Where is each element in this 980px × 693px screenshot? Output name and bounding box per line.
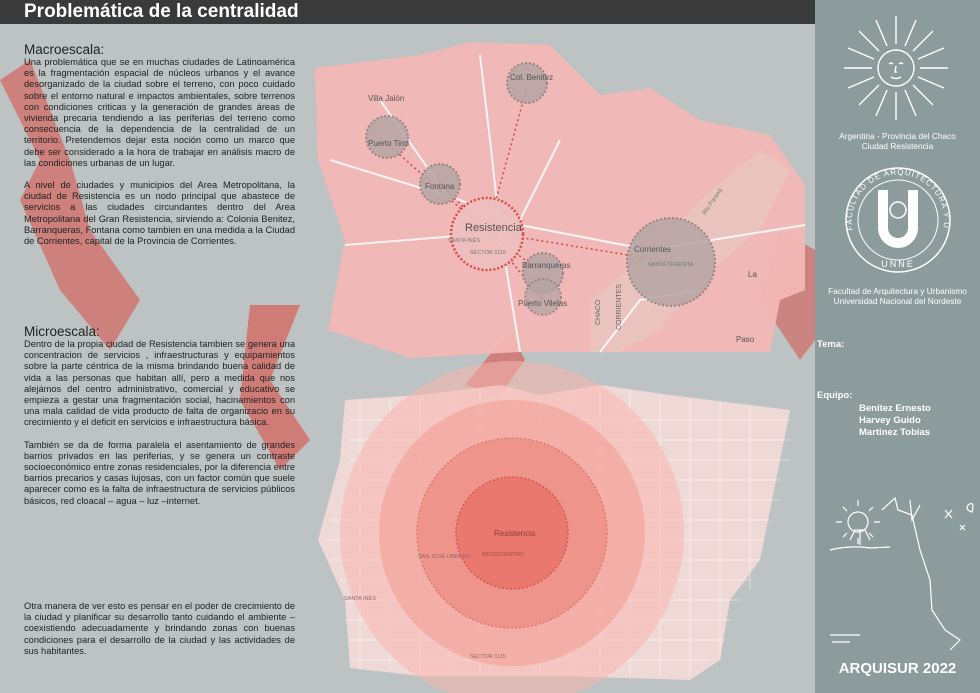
label-resistencia: Resistencia <box>465 222 522 234</box>
label-city-sector-1115: SECTOR 1115 <box>470 654 506 660</box>
label-corrientes: Corrientes <box>634 245 671 254</box>
label-barranqueras: Barranqueras <box>522 261 571 270</box>
faculty-logo-icon <box>838 160 958 280</box>
label-fontana: Fontana <box>425 182 455 191</box>
sidebar <box>815 0 980 693</box>
label-villa-jalon: Villa Jalón <box>368 94 405 103</box>
location-line-1: Argentina - Provincia del Chaco <box>839 131 956 141</box>
label-corrientes-prov: CORRIENTES <box>616 284 623 330</box>
micro-paragraph-2: También se da de forma paralela el asentamiento de grandes barrios privados en las periferias, y se genera un contraste socioeconómico entre zonas residenciales, por la diferencia entre barrios precarios y casas lujosas, con un factor común que suele aparecer como es la falta de infraestructura de servicios públicos básicos, red cloacal – agua – luz –internet. <box>24 439 295 506</box>
team-member: Harvey Guido <box>859 415 921 426</box>
label-la: La <box>748 270 757 279</box>
logo-bottom-text: UNNE <box>881 259 915 269</box>
team-member: Martinez Tobias <box>859 427 931 438</box>
label-puerto-vilelas: Puerto Vilelas <box>518 299 568 308</box>
label-puerto-tirol: Puerto Tirol <box>368 139 409 148</box>
micro-paragraph-3: Otra manera de ver esto es pensar en el poder de crecimiento de la ciudad y planificar su desarrollo tanto cuidando el ambiente – coexistiendo adecuadamente y brindando zonas con buenas condiciones para el desarrollo de la ciudad y las actividades de sus habitantes. <box>24 601 295 656</box>
label-rio-parana: Río Paraná <box>701 187 725 217</box>
faculty-line-2: Universidad Nacional del Nordeste <box>833 296 962 306</box>
label-san-jose-obrero: SAN JOSÉ OBRERO <box>418 554 471 560</box>
location-line-2: Ciudad Resistencia <box>861 141 934 151</box>
label-chaco: CHACO <box>595 299 602 325</box>
macro-paragraph-2: A nivel de ciudades y municipios del Area Metropolitana, la ciudad de Resistencia es un nodo principal que abastece de servicios a las ciudades circundantes dentro del Area Metropolitana del Gran Resistencia, sirviendo a: Colonia Benitez, Barranqueras, Fontana como tambien en una medida a la Ciudad de Corrientes, capital de la Provincia de Corrientes. <box>24 180 295 247</box>
footer-title: ARQUISUR 2022 <box>838 660 957 677</box>
label-paso: Paso <box>736 335 755 344</box>
label-col-benitez: Col. Benitez <box>510 73 554 82</box>
sun-emblem-icon <box>840 12 952 124</box>
logo-ring-text: FACULTAD DE ARQUITECTURA Y URBANISMO <box>844 167 952 232</box>
macro-paragraph-1: Una problemática que se en muchas ciudades de Latinoamérica es la fragmentación espacial de núcleos urbanos y el avance desorganizado de la ciudad sobre el terreno, con poco cuidado sobre el entorno natural e impactos ambientales, sobre terrenos con condiciones criticas y la generación de grandes áreas de vivienda precaria tendiendo a las periferias del terreno como consecuencia de la dependencia de la centralidad de un territorio. Pretendemos dejar esta noción como un marco que debe ser considerado a la hora de trabajar en análisis macro de las condiciones urbanas de un lugar. <box>24 57 295 168</box>
faculty-line-1: Facultad de Arquitectura y Urbanismo <box>828 286 967 296</box>
macro-heading: Macroescala: <box>24 42 105 57</box>
label-santa-teresita: SANTA TERESITA <box>648 262 694 268</box>
tema-label: Tema: <box>817 339 845 350</box>
label-city-santa-ines: SANTA INÉS <box>344 596 376 602</box>
label-microcentro: MICROCENTRO <box>482 552 524 558</box>
hand-drawn-sketch-icon <box>820 490 980 655</box>
label-santa-ines: SANTA INÉS <box>448 238 480 244</box>
page-title: Problemática de la centralidad <box>24 1 299 22</box>
micro-paragraph-1: Dentro de la propia ciudad de Resistencia tambien se genera una concentracion de servicios , infraestructuras y equipamientos sobre la parte céntrica de la misma brindando buena calidad de vida a las personas que habitan allí, pero a medida que nos alejámos del centro administrativo, comercial y educativo se empieza a gestar una fragmentación social, hacinamientos con una mala calidad de vida producto de falta de organizacio en su crecimiento y el deficit en servicios e infraestructura básica. <box>24 339 295 428</box>
team-member: Benitez Ernesto <box>859 403 931 414</box>
label-city-resistencia: Resistencia <box>494 529 536 538</box>
micro-heading: Microescala: <box>24 324 100 339</box>
svg-text:FACULTAD DE ARQUITECTURA Y URB <box>845 167 951 231</box>
label-sector-1115: SECTOR 1115 <box>470 250 506 256</box>
equipo-label: Equipo: <box>817 390 853 401</box>
